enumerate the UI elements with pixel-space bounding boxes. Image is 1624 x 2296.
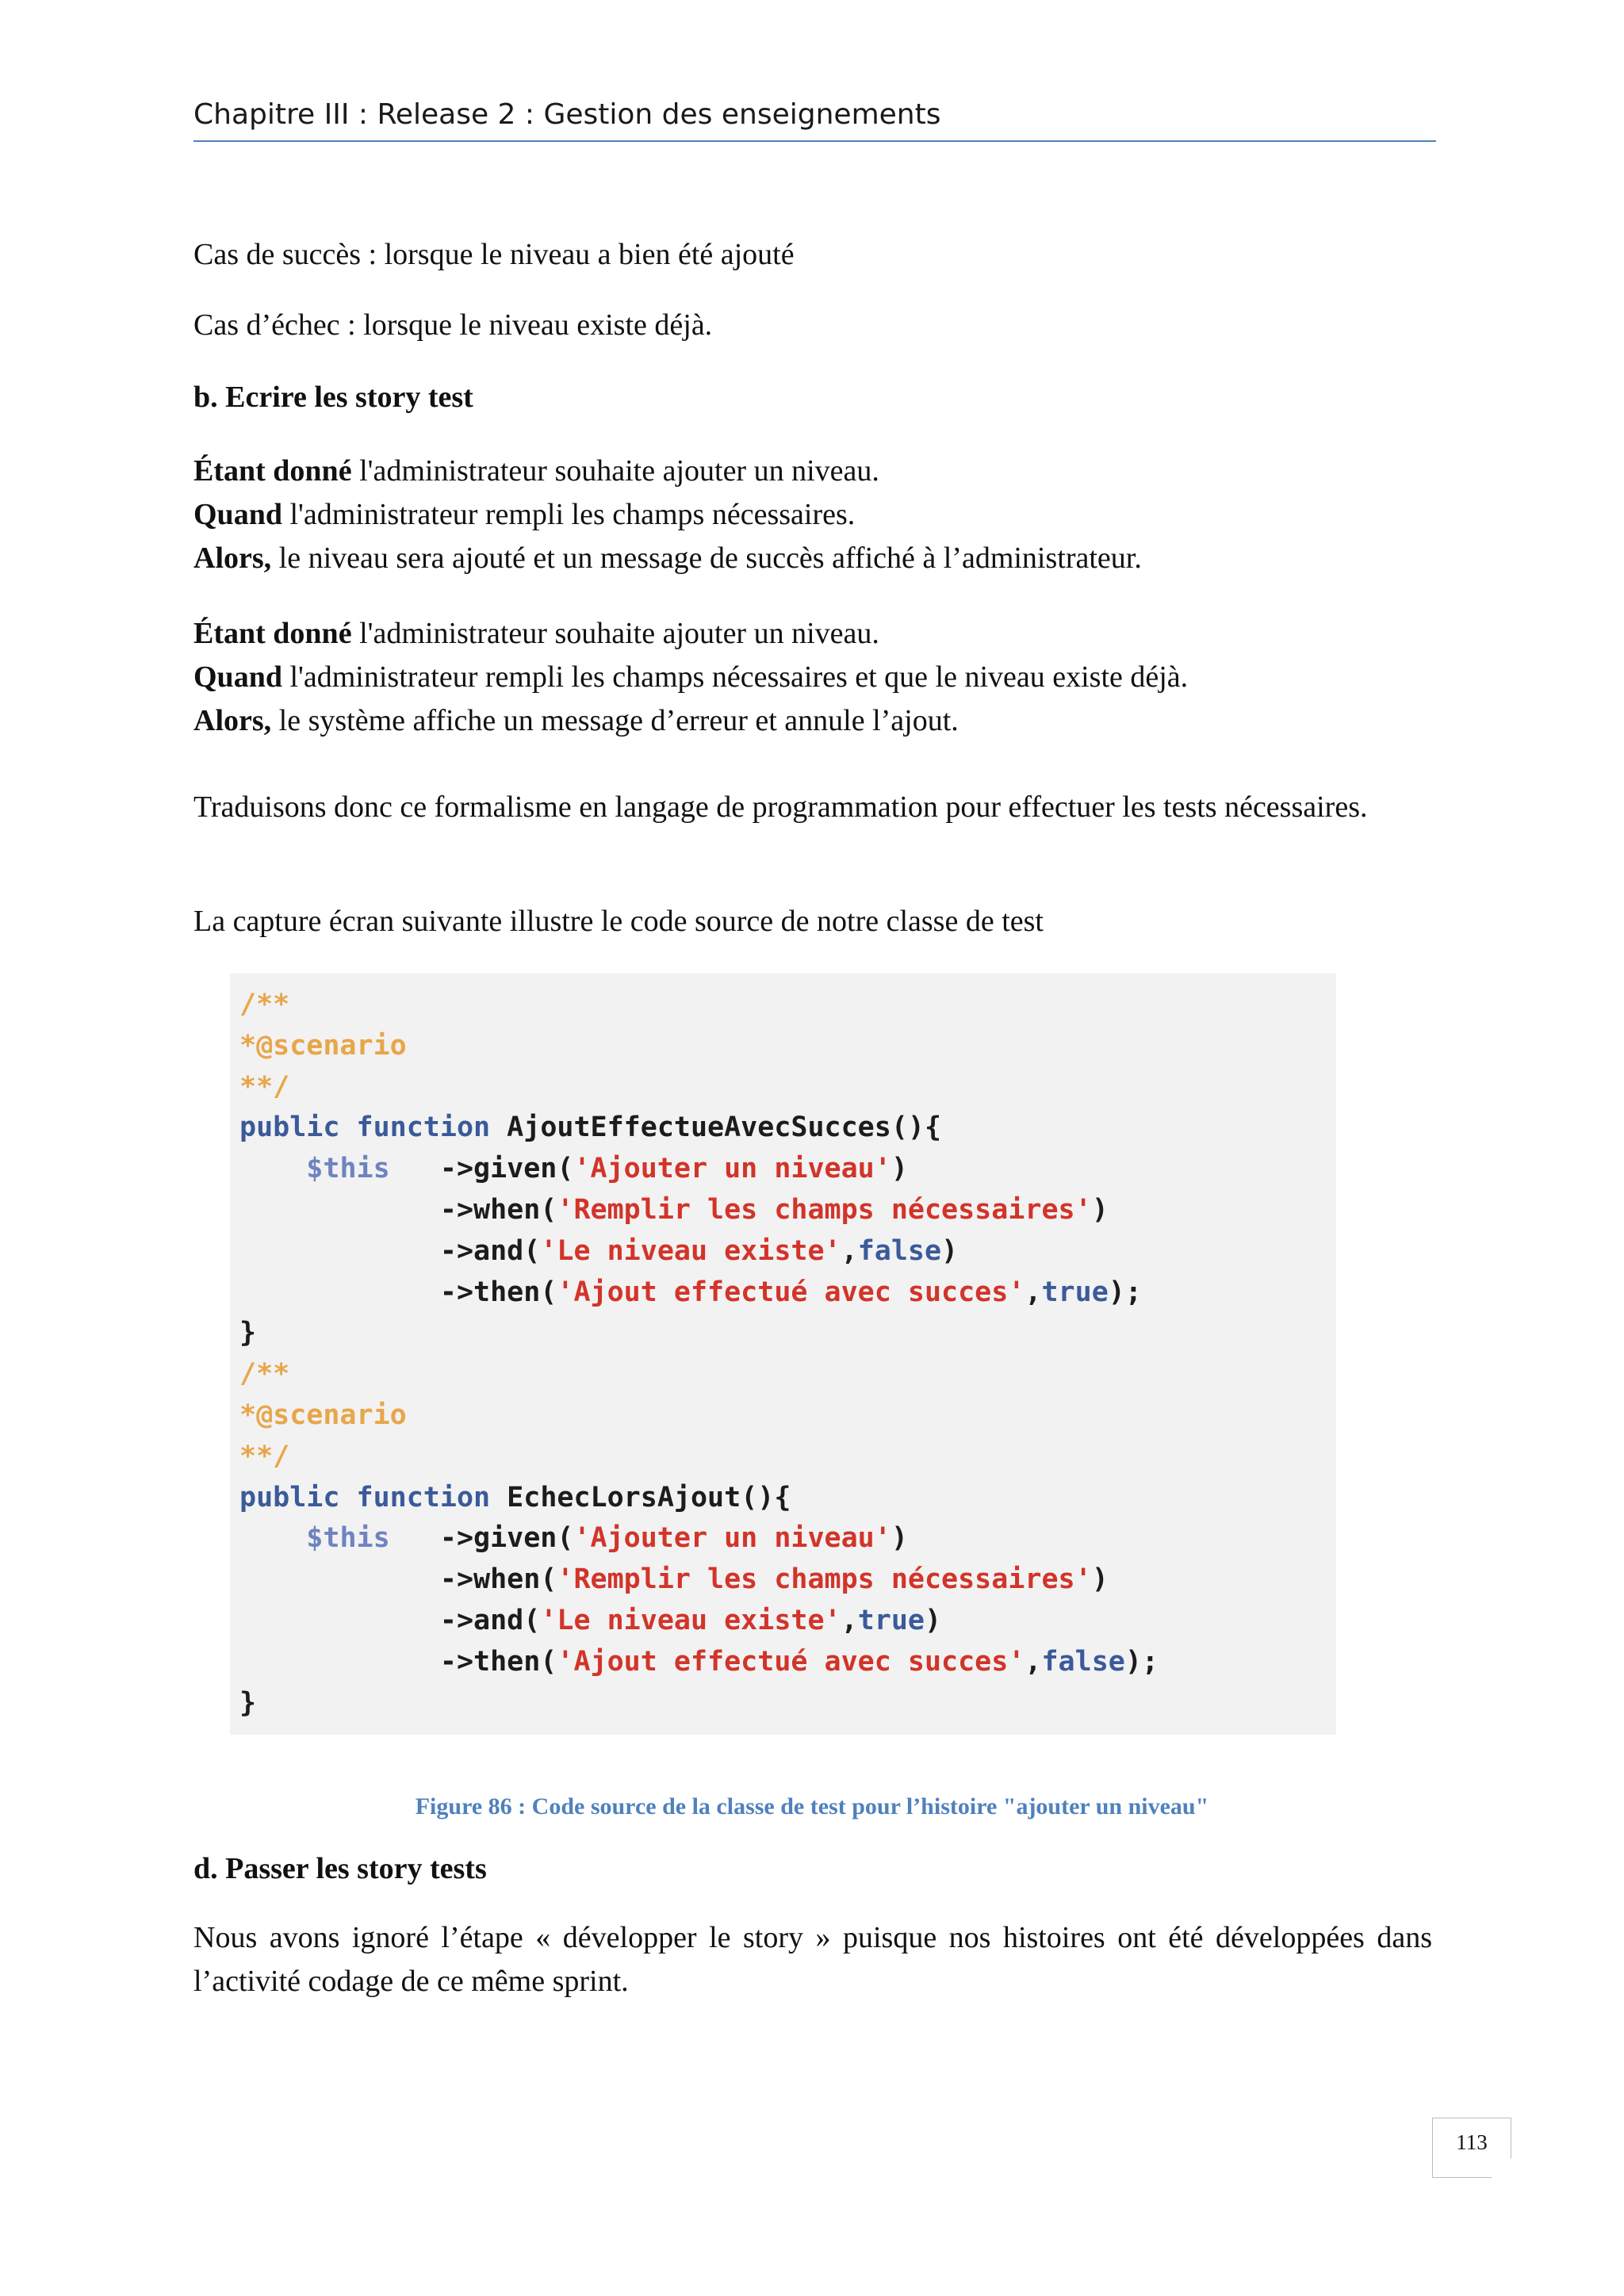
scenario-success-given: Étant donné l'administrateur souhaite ajouter un niveau. [193, 454, 879, 488]
scenario-success-block [193, 450, 1432, 580]
scenario-failure-when: Quand l'administrateur rempli les champs nécessaires et que le niveau existe déjà. [193, 660, 1189, 694]
scenario-success-then: Alors, le niveau sera ajouté et un message de succès affiché à l’administrateur. [193, 541, 1142, 575]
final-paragraph: Nous avons ignoré l’étape « développer le story » puisque nos histoires ont été développées dans l’activité codage de ce même sprint. [193, 1921, 1432, 1998]
success-case-text: Cas de succès : lorsque le niveau a bien été ajouté [193, 238, 795, 271]
scenario-failure-block [193, 612, 1432, 743]
page-header: Chapitre III : Release 2 : Gestion des enseignements [193, 98, 1436, 142]
scenario-success-when: Quand l'administrateur rempli les champs nécessaires. [193, 498, 856, 531]
section-b-heading: b. Ecrire les story test [193, 381, 473, 414]
page-number [1432, 2118, 1511, 2178]
capture-paragraph: La capture écran suivante illustre le code source de notre classe de test [193, 905, 1044, 938]
failure-case-text: Cas d’échec : lorsque le niveau existe déjà. [193, 308, 713, 342]
page-curl-icon [1491, 2157, 1512, 2179]
figure-caption: Figure 86 : Code source de la classe de test pour l’histoire "ajouter un niveau" [415, 1793, 1209, 1820]
scenario-failure-then: Alors, le système affiche un message d’erreur et annule l’ajout. [193, 704, 959, 737]
section-d-heading: d. Passer les story tests [193, 1852, 487, 1885]
translate-paragraph: Traduisons donc ce formalisme en langage de programmation pour effectuer les tests nécessaires. [193, 790, 1368, 824]
scenario-failure-given: Étant donné l'administrateur souhaite ajouter un niveau. [193, 617, 879, 650]
code-listing: /** *@scenario **/ public function AjoutEffectueAvecSucces(){ $this ->given('Ajouter un niveau') ->when('Remplir les champs nécessaires') ->and('Le niveau existe',false) ->then('Ajout effectué avec succes',true); } /** *@scenario **/ public function EchecLorsAjout(){ $this ->given('Ajouter un niveau') ->when('Remplir les champs nécessaires') ->and('Le niveau existe',true) ->then('Ajout effectué avec succes',false); } [239, 989, 1159, 1719]
code-screenshot [230, 974, 1336, 1735]
page-number-text: 113 [1456, 2130, 1488, 2154]
